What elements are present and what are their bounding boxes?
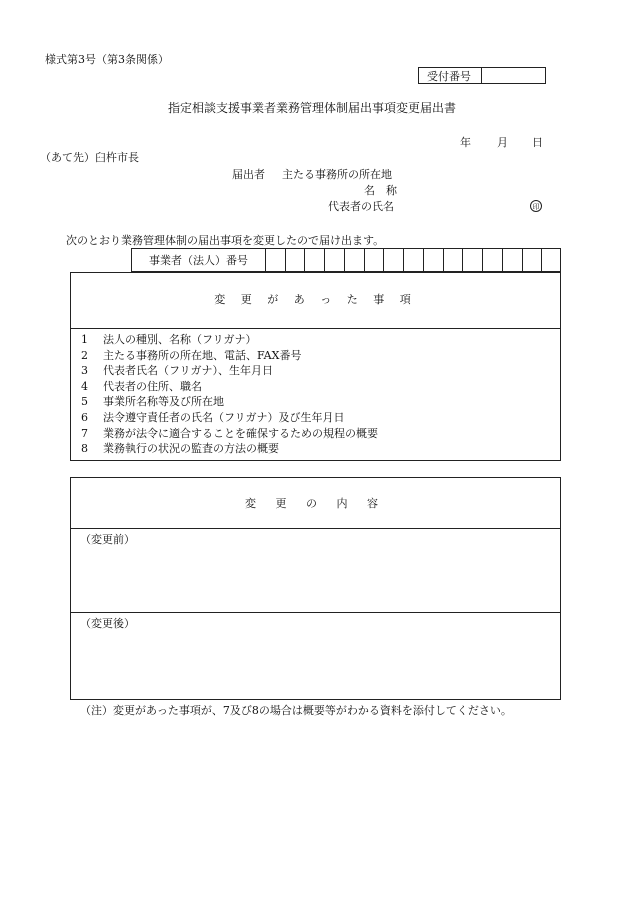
date-year: 年 [460, 136, 471, 149]
change-item-text: 法令遵守責任者の氏名（フリガナ）及び生年月日 [103, 411, 345, 424]
business-number-cell[interactable] [324, 249, 344, 271]
change-item [81, 443, 279, 454]
business-number-row [131, 248, 561, 272]
note-text: （注）変更があった事項が、7及び8の場合は概要等がわかる資料を添付してください。 [80, 704, 512, 717]
change-item-number: 7 [81, 426, 88, 440]
business-number-cell[interactable] [383, 249, 403, 271]
seal-mark: 印 [530, 200, 542, 212]
change-item [81, 396, 224, 407]
business-number-cell[interactable] [541, 249, 561, 271]
business-number-cell[interactable] [502, 249, 522, 271]
business-number-cell[interactable] [462, 249, 482, 271]
change-item-text: 事業所名称等及び所在地 [103, 395, 224, 409]
before-label: （変更前） [80, 533, 135, 546]
business-number-cell[interactable] [344, 249, 364, 271]
content-table [70, 477, 561, 700]
change-item-number: 3 [81, 364, 88, 378]
receipt-number-field[interactable] [485, 71, 543, 82]
business-number-cell[interactable] [304, 249, 324, 271]
receipt-number-box [418, 67, 546, 84]
content-header-divider [71, 528, 560, 529]
business-number-cells[interactable] [265, 249, 561, 271]
change-item [81, 365, 273, 376]
change-item [81, 381, 202, 392]
receipt-divider [481, 68, 482, 83]
before-field[interactable] [79, 548, 551, 608]
business-number-cell[interactable] [482, 249, 502, 271]
change-item-number: 2 [81, 348, 88, 362]
date-month: 月 [497, 136, 508, 149]
business-number-cell[interactable] [423, 249, 443, 271]
business-number-cell[interactable] [285, 249, 305, 271]
business-number-cell[interactable] [364, 249, 384, 271]
changes-header-divider [71, 328, 560, 329]
receipt-number-label: 受付番号 [427, 70, 471, 83]
change-item [81, 334, 256, 345]
changes-header: 変 更 が あ っ た 事 項 [214, 293, 417, 306]
name-label: 名 称 [364, 184, 397, 197]
business-number-cell[interactable] [443, 249, 463, 271]
content-header: 変 更 の 内 容 [245, 497, 386, 510]
document-title: 指定相談支援事業者業務管理体制届出事項変更届出書 [168, 101, 457, 115]
business-number-cell[interactable] [522, 249, 542, 271]
form-reference: 様式第3号（第3条関係） [45, 53, 169, 66]
change-item-number: 6 [81, 411, 88, 424]
address-label: 主たる事務所の所在地 [282, 168, 392, 181]
change-item-text: 業務が法令に適合することを確保するための規程の概要 [103, 426, 378, 440]
change-item [81, 350, 301, 361]
change-item-text: 主たる事務所の所在地、電話、FAX番号 [103, 348, 302, 362]
business-number-cell[interactable] [265, 249, 285, 271]
after-field[interactable] [79, 632, 551, 692]
change-item [81, 428, 378, 439]
changes-table [70, 272, 561, 461]
after-label: （変更後） [80, 617, 135, 630]
change-item-number: 4 [81, 379, 88, 393]
change-item-text: 業務執行の状況の監査の方法の概要 [103, 442, 279, 456]
date-day: 日 [532, 136, 543, 149]
representative-label: 代表者の氏名 [328, 200, 394, 213]
change-item-number: 5 [81, 395, 88, 409]
before-after-divider [71, 612, 560, 613]
change-item-text: 代表者氏名（フリガナ）、生年月日 [103, 364, 273, 378]
intro-text: 次のとおり業務管理体制の届出事項を変更したので届け出ます。 [66, 234, 385, 247]
business-number-label: 事業者（法人）番号 [149, 254, 248, 267]
change-item-text: 代表者の住所、職名 [103, 379, 202, 393]
change-item-number: 1 [81, 333, 88, 346]
business-number-cell[interactable] [403, 249, 423, 271]
addressee: （あて先）臼杵市長 [40, 151, 139, 164]
notifier-label: 届出者 [232, 168, 265, 181]
change-item-text: 法人の種別、名称（フリガナ） [103, 333, 257, 346]
change-item [81, 412, 344, 423]
change-item-number: 8 [81, 442, 88, 456]
